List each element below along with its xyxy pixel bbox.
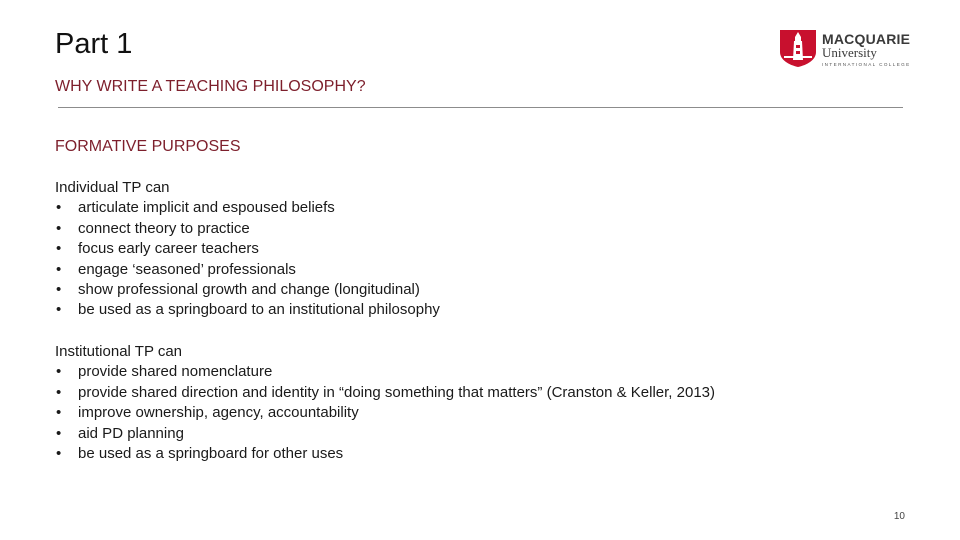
list-item-text: be used as a springboard to an institutional philosophy (78, 301, 440, 319)
list-item-text: focus early career teachers (78, 240, 259, 258)
bullet-icon: • (56, 240, 62, 258)
individual-tp-block (55, 178, 440, 321)
list-item (55, 280, 440, 300)
list-item (55, 198, 440, 218)
institutional-tp-list (55, 362, 715, 464)
logo-wordmark: MACQUARIE (822, 31, 911, 47)
bullet-icon: • (56, 281, 62, 299)
list-item (55, 424, 715, 444)
list-item (55, 444, 715, 464)
lighthouse-shield-icon (780, 30, 816, 67)
slide-title: Part 1 (55, 28, 133, 60)
list-item-text: connect theory to practice (78, 219, 250, 237)
list-item-text: show professional growth and change (longitudinal) (78, 281, 420, 299)
list-item-text: engage ‘seasoned’ professionals (78, 260, 296, 278)
individual-tp-list (55, 198, 440, 320)
institutional-tp-lead: Institutional TP can (55, 343, 183, 360)
page-number: 10 (893, 511, 905, 522)
list-item-text: provide shared nomenclature (78, 363, 273, 381)
slide-subtitle: WHY WRITE A TEACHING PHILOSOPHY? (55, 78, 366, 95)
list-item-text: aid PD planning (78, 424, 184, 442)
list-item (55, 300, 440, 320)
list-item (55, 362, 715, 382)
bullet-icon: • (56, 424, 62, 442)
logo-subtitle: University (822, 45, 877, 60)
bullet-icon: • (56, 301, 62, 319)
list-item (55, 239, 440, 259)
section-heading: FORMATIVE PURPOSES (55, 138, 241, 155)
macquarie-logo (780, 30, 910, 70)
bullet-icon: • (56, 404, 62, 422)
bullet-icon: • (56, 383, 62, 401)
list-item-text: be used as a springboard for other uses (78, 445, 344, 463)
bullet-icon: • (56, 260, 62, 278)
bullet-icon: • (56, 199, 62, 217)
individual-tp-lead: Individual TP can (55, 179, 170, 196)
bullet-icon: • (56, 445, 62, 463)
list-item-text: articulate implicit and espoused beliefs (78, 199, 335, 217)
logo-tagline: INTERNATIONAL COLLEGE (822, 62, 911, 67)
list-item (55, 219, 440, 239)
list-item (55, 403, 715, 423)
list-item (55, 383, 715, 403)
list-item-text: improve ownership, agency, accountability (78, 404, 359, 422)
list-item-text: provide shared direction and identity in “doing something that matters” (Cranston & Keller, 2013) (78, 383, 716, 401)
institutional-tp-block (55, 342, 715, 464)
bullet-icon: • (56, 363, 62, 381)
divider-rule (58, 107, 903, 108)
bullet-icon: • (56, 219, 62, 237)
list-item (55, 260, 440, 280)
